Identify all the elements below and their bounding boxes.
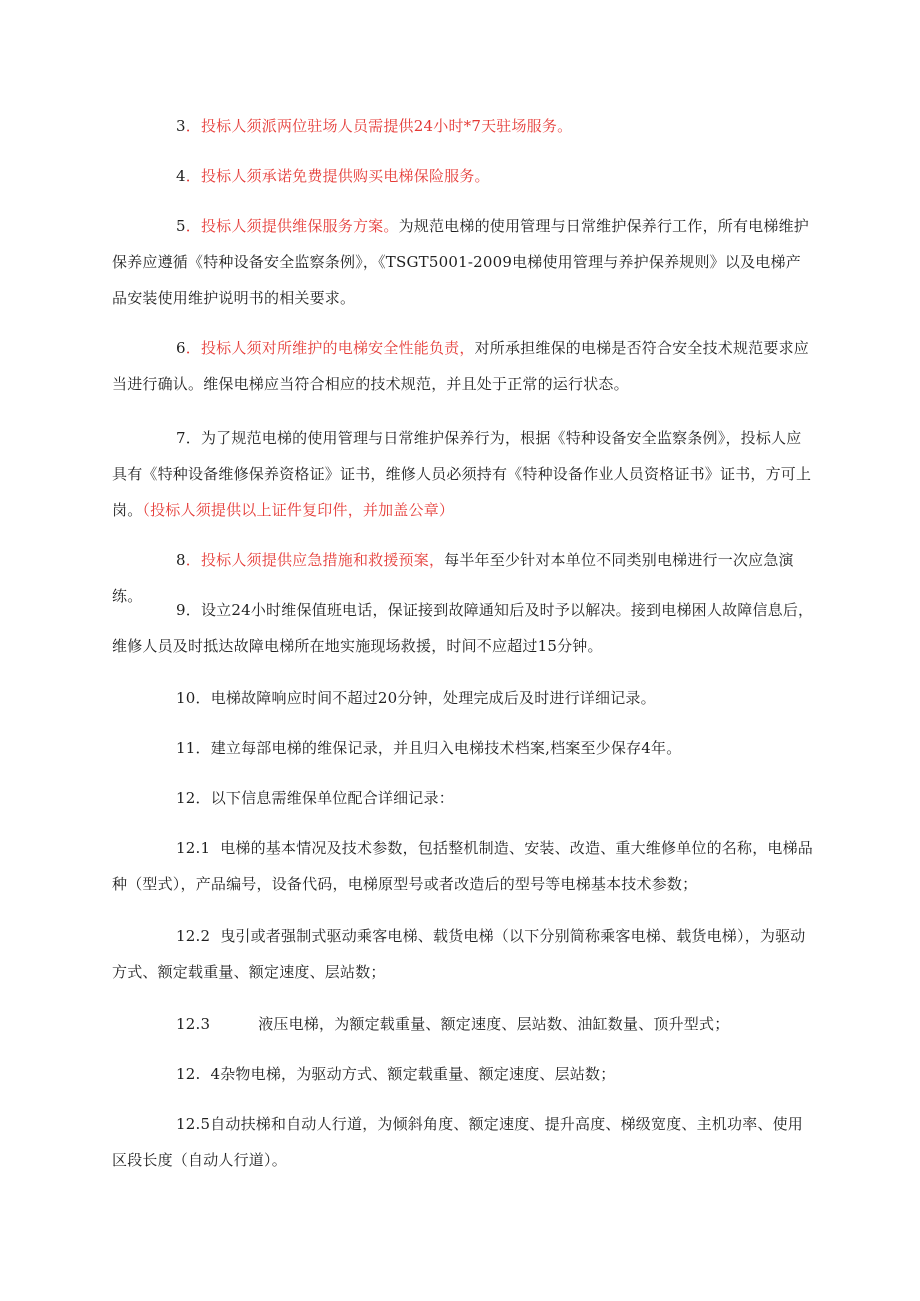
paragraph-text: ．为了规范电梯的使用管理与日常维护保养行为，根据《特种设备安全监察条例》，投标人应具有《特种设备维修保养资格证》证书，维修人员必须持有《特种设备作业人员资格证书》证书，方可上岗。 xyxy=(112,429,812,519)
red-requirement-text: ．投标人须承诺免费提供购买电梯保险服务。 xyxy=(185,167,490,185)
paragraph-12-5 xyxy=(112,1106,816,1178)
paragraph-text: 液压电梯，为额定载重量、额定速度、层站数、油缸数量、顶升型式； xyxy=(258,1015,730,1033)
item-number: 5 xyxy=(176,217,186,235)
item-number: 11 xyxy=(176,739,196,757)
paragraph-3 xyxy=(112,108,816,144)
paragraph-text: 自动扶梯和自动人行道，为倾斜角度、额定速度、提升高度、梯级宽度、主机功率、使用区段长度（自动人行道）。 xyxy=(112,1115,804,1169)
paragraph-12-3 xyxy=(112,1006,816,1042)
paragraph-5 xyxy=(112,208,816,316)
red-requirement-text: ．投标人须对所维护的电梯安全性能负责， xyxy=(185,339,475,357)
red-requirement-text: ．投标人须派两位驻场人员需提供24小时*7天驻场服务。 xyxy=(185,117,573,135)
paragraph-text: 电梯的基本情况及技术参数，包括整机制造、安装、改造、重大维修单位的名称，电梯品种（型式），产品编号，设备代码，电梯原型号或者改造后的型号等电梯基本技术参数； xyxy=(112,839,814,893)
red-requirement-text: ．投标人须提供维保服务方案。 xyxy=(185,217,399,235)
paragraph-text: ．建立每部电梯的维保记录，并且归入电梯技术档案,档案至少保存4年。 xyxy=(195,739,682,757)
item-number: 12.3 xyxy=(176,1015,211,1033)
item-number: 12 xyxy=(176,789,196,807)
paragraph-text: 每半年至少针对本单位不同类别电梯进行一次应急演练。 xyxy=(112,551,794,605)
item-number: 12. xyxy=(176,1065,201,1083)
item-number: 3 xyxy=(176,117,186,135)
item-number: 12.5 xyxy=(176,1115,211,1133)
red-requirement-text: ．投标人须提供应急措施和救援预案， xyxy=(185,551,445,569)
item-number: 9 xyxy=(176,601,186,619)
paragraph-text: ．电梯故障响应时间不超过20分钟，处理完成后及时进行详细记录。 xyxy=(195,689,656,707)
item-number: 12.1 xyxy=(176,839,211,857)
paragraph-12 xyxy=(112,780,816,816)
item-number: 4 xyxy=(176,167,186,185)
red-note-text: （投标人须提供以上证件复印件，并加盖公章） xyxy=(142,501,455,519)
paragraph-12-2 xyxy=(112,918,816,990)
item-number: 8 xyxy=(176,551,186,569)
paragraph-text: ．设立24小时维保值班电话，保证接到故障通知后及时予以解决。接到电梯困人故障信息后，维修人员及时抵达故障电梯所在地实施现场救援，时间不应超过15分钟。 xyxy=(112,601,814,655)
item-number: 10 xyxy=(176,689,196,707)
paragraph-11 xyxy=(112,730,816,766)
paragraph-text: ．以下信息需维保单位配合详细记录： xyxy=(195,789,454,807)
paragraph-text: 为规范电梯的使用管理与日常维护保养行工作，所有电梯维护保养应遵循《特种设备安全监察条例》，《TSGT5001-2009电梯使用管理与养护保养规则》以及电梯产品安装使用维护说明书的相关要求。 xyxy=(112,217,809,307)
paragraph-6 xyxy=(112,330,816,402)
paragraph-12-4 xyxy=(112,1056,816,1092)
paragraph-text: 曳引或者强制式驱动乘客电梯、载货电梯（以下分别简称乘客电梯、载货电梯），为驱动方式、额定载重量、额定速度、层站数； xyxy=(112,927,806,981)
paragraph-10 xyxy=(112,680,816,716)
item-number: 6 xyxy=(176,339,186,357)
paragraph-9 xyxy=(112,592,816,664)
paragraph-text: 对所承担维保的电梯是否符合安全技术规范要求应当进行确认。维保电梯应当符合相应的技术规范，并且处于正常的运行状态。 xyxy=(112,339,809,393)
paragraph-4 xyxy=(112,158,816,194)
paragraph-12-1 xyxy=(112,830,816,902)
item-number: 7 xyxy=(176,429,186,447)
item-number: 12.2 xyxy=(176,927,211,945)
paragraph-7 xyxy=(112,420,816,528)
paragraph-text: 4杂物电梯，为驱动方式、额定载重量、额定速度、层站数； xyxy=(210,1065,616,1083)
